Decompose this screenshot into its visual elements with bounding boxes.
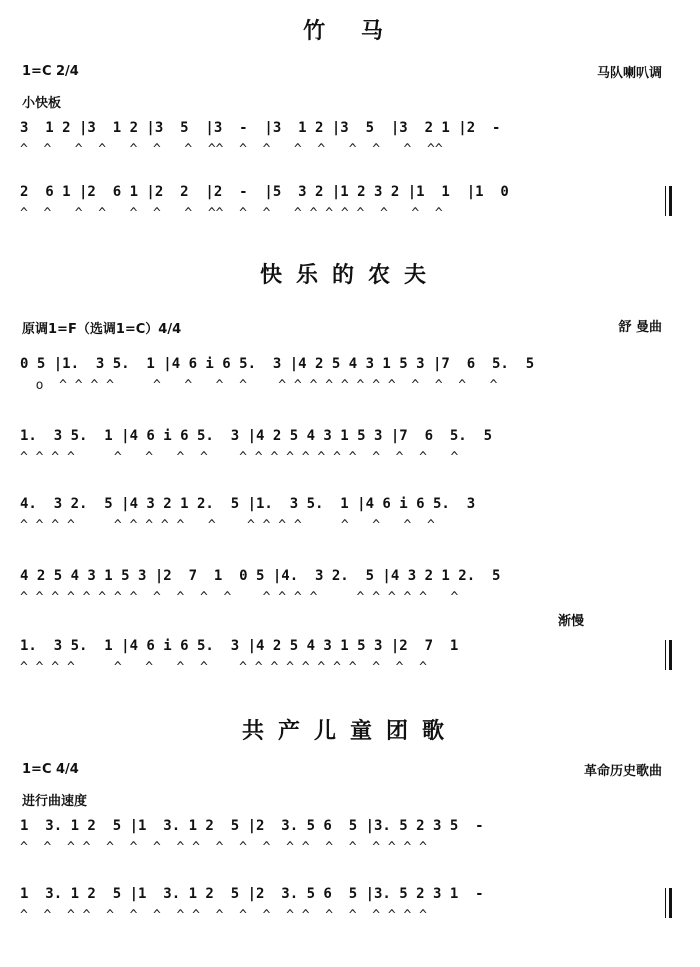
score-accents: ^ ^ ^ ^ ^ ^ ^ ^^ ^ ^ ^ ^ ^ ^ ^ ^ ^ ^	[20, 206, 443, 221]
song2-row-5	[20, 638, 672, 678]
song2-key: 原调1=F（选调1=C）4/4	[22, 322, 182, 337]
score-accents: ^ ^ ^ ^ ^ ^ ^ ^ ^ ^ ^ ^ ^ ^ ^ ^ ^ ^	[20, 518, 435, 533]
score-notes: 4 2 5 4 3 1 5 3 |2 7 1 0 5 |4. 3 2. 5 |4 3 2 1 2. 5	[20, 568, 501, 584]
song2-row-2	[20, 428, 672, 468]
score-accents: ^ ^ ^ ^ ^ ^ ^ ^ ^ ^ ^ ^ ^ ^ ^ ^ ^ ^ ^ ^ ^ ^	[20, 590, 459, 605]
score-notes: 1 3. 1 2 5 |1 3. 1 2 5 |2 3. 5 6 5 |3. 5 2 3 1 -	[20, 886, 484, 902]
song2-title: 快乐的农夫	[259, 263, 440, 288]
score-accents: ^ ^ ^ ^ ^ ^ ^ ^ ^ ^ ^ ^ ^ ^ ^ ^ ^ ^ ^	[20, 660, 427, 675]
score-notes: 2 6 1 |2 6 1 |2 2 |2 - |5 3 2 |1 2 3 2 |1 1 |1 0	[20, 184, 509, 200]
score-notes: 1 3. 1 2 5 |1 3. 1 2 5 |2 3. 5 6 5 |3. 5 2 3 5 -	[20, 818, 484, 834]
song1-row-1	[20, 120, 672, 160]
score-notes: 3 1 2 |3 1 2 |3 5 |3 - |3 1 2 |3 5 |3 2 1 |2 -	[20, 120, 501, 136]
song1-tempo: 小快板	[22, 96, 62, 111]
song1-composer: 马队喇叭调	[596, 66, 662, 81]
song2-row-3	[20, 496, 672, 536]
song3-composer: 革命历史歌曲	[583, 764, 662, 779]
song2-row-1	[20, 356, 672, 396]
score-notes: 1. 3 5. 1 |4 6 i 6 5. 3 |4 2 5 4 3 1 5 3 |7 6 5. 5	[20, 428, 493, 444]
score-notes: 4. 3 2. 5 |4 3 2 1 2. 5 |1. 3 5. 1 |4 6 i 6 5. 3	[20, 496, 476, 512]
score-notes: 0 5 |1. 3 5. 1 |4 6 i 6 5. 3 |4 2 5 4 3 1 5 3 |7 6 5. 5	[20, 356, 535, 372]
final-barline	[665, 640, 672, 670]
song3-row-1	[20, 818, 672, 858]
song3-tempo: 进行曲速度	[22, 794, 88, 809]
song1-key: 1=C 2/4	[22, 64, 79, 79]
song3-title: 共产儿童团歌	[241, 719, 458, 744]
ritardando-label: 渐慢	[558, 614, 585, 629]
final-barline	[665, 888, 672, 918]
final-barline	[665, 186, 672, 216]
song2-composer: 舒 曼曲	[618, 320, 662, 335]
score-accents: ^ ^ ^ ^ ^ ^ ^ ^ ^ ^ ^ ^ ^ ^ ^ ^ ^ ^ ^ ^	[20, 908, 427, 923]
score-accents: ^ ^ ^ ^ ^ ^ ^ ^^ ^ ^ ^ ^ ^ ^ ^ ^^	[20, 142, 443, 157]
score-accents: ^ ^ ^ ^ ^ ^ ^ ^ ^ ^ ^ ^ ^ ^ ^ ^ ^ ^ ^ ^	[20, 840, 427, 855]
song2-row-4	[20, 568, 672, 608]
song1-title: 竹 马	[303, 19, 397, 44]
score-notes: 1. 3 5. 1 |4 6 i 6 5. 3 |4 2 5 4 3 1 5 3 |2 7 1	[20, 638, 459, 654]
song3-key: 1=C 4/4	[22, 762, 79, 777]
score-accents: ^ ^ ^ ^ ^ ^ ^ ^ ^ ^ ^ ^ ^ ^ ^ ^ ^ ^ ^ ^	[20, 450, 459, 465]
song3-row-2	[20, 886, 672, 926]
song1-row-2	[20, 184, 672, 224]
score-accents: o ^ ^ ^ ^ ^ ^ ^ ^ ^ ^ ^ ^ ^ ^ ^ ^ ^ ^ ^ ^	[20, 378, 498, 393]
